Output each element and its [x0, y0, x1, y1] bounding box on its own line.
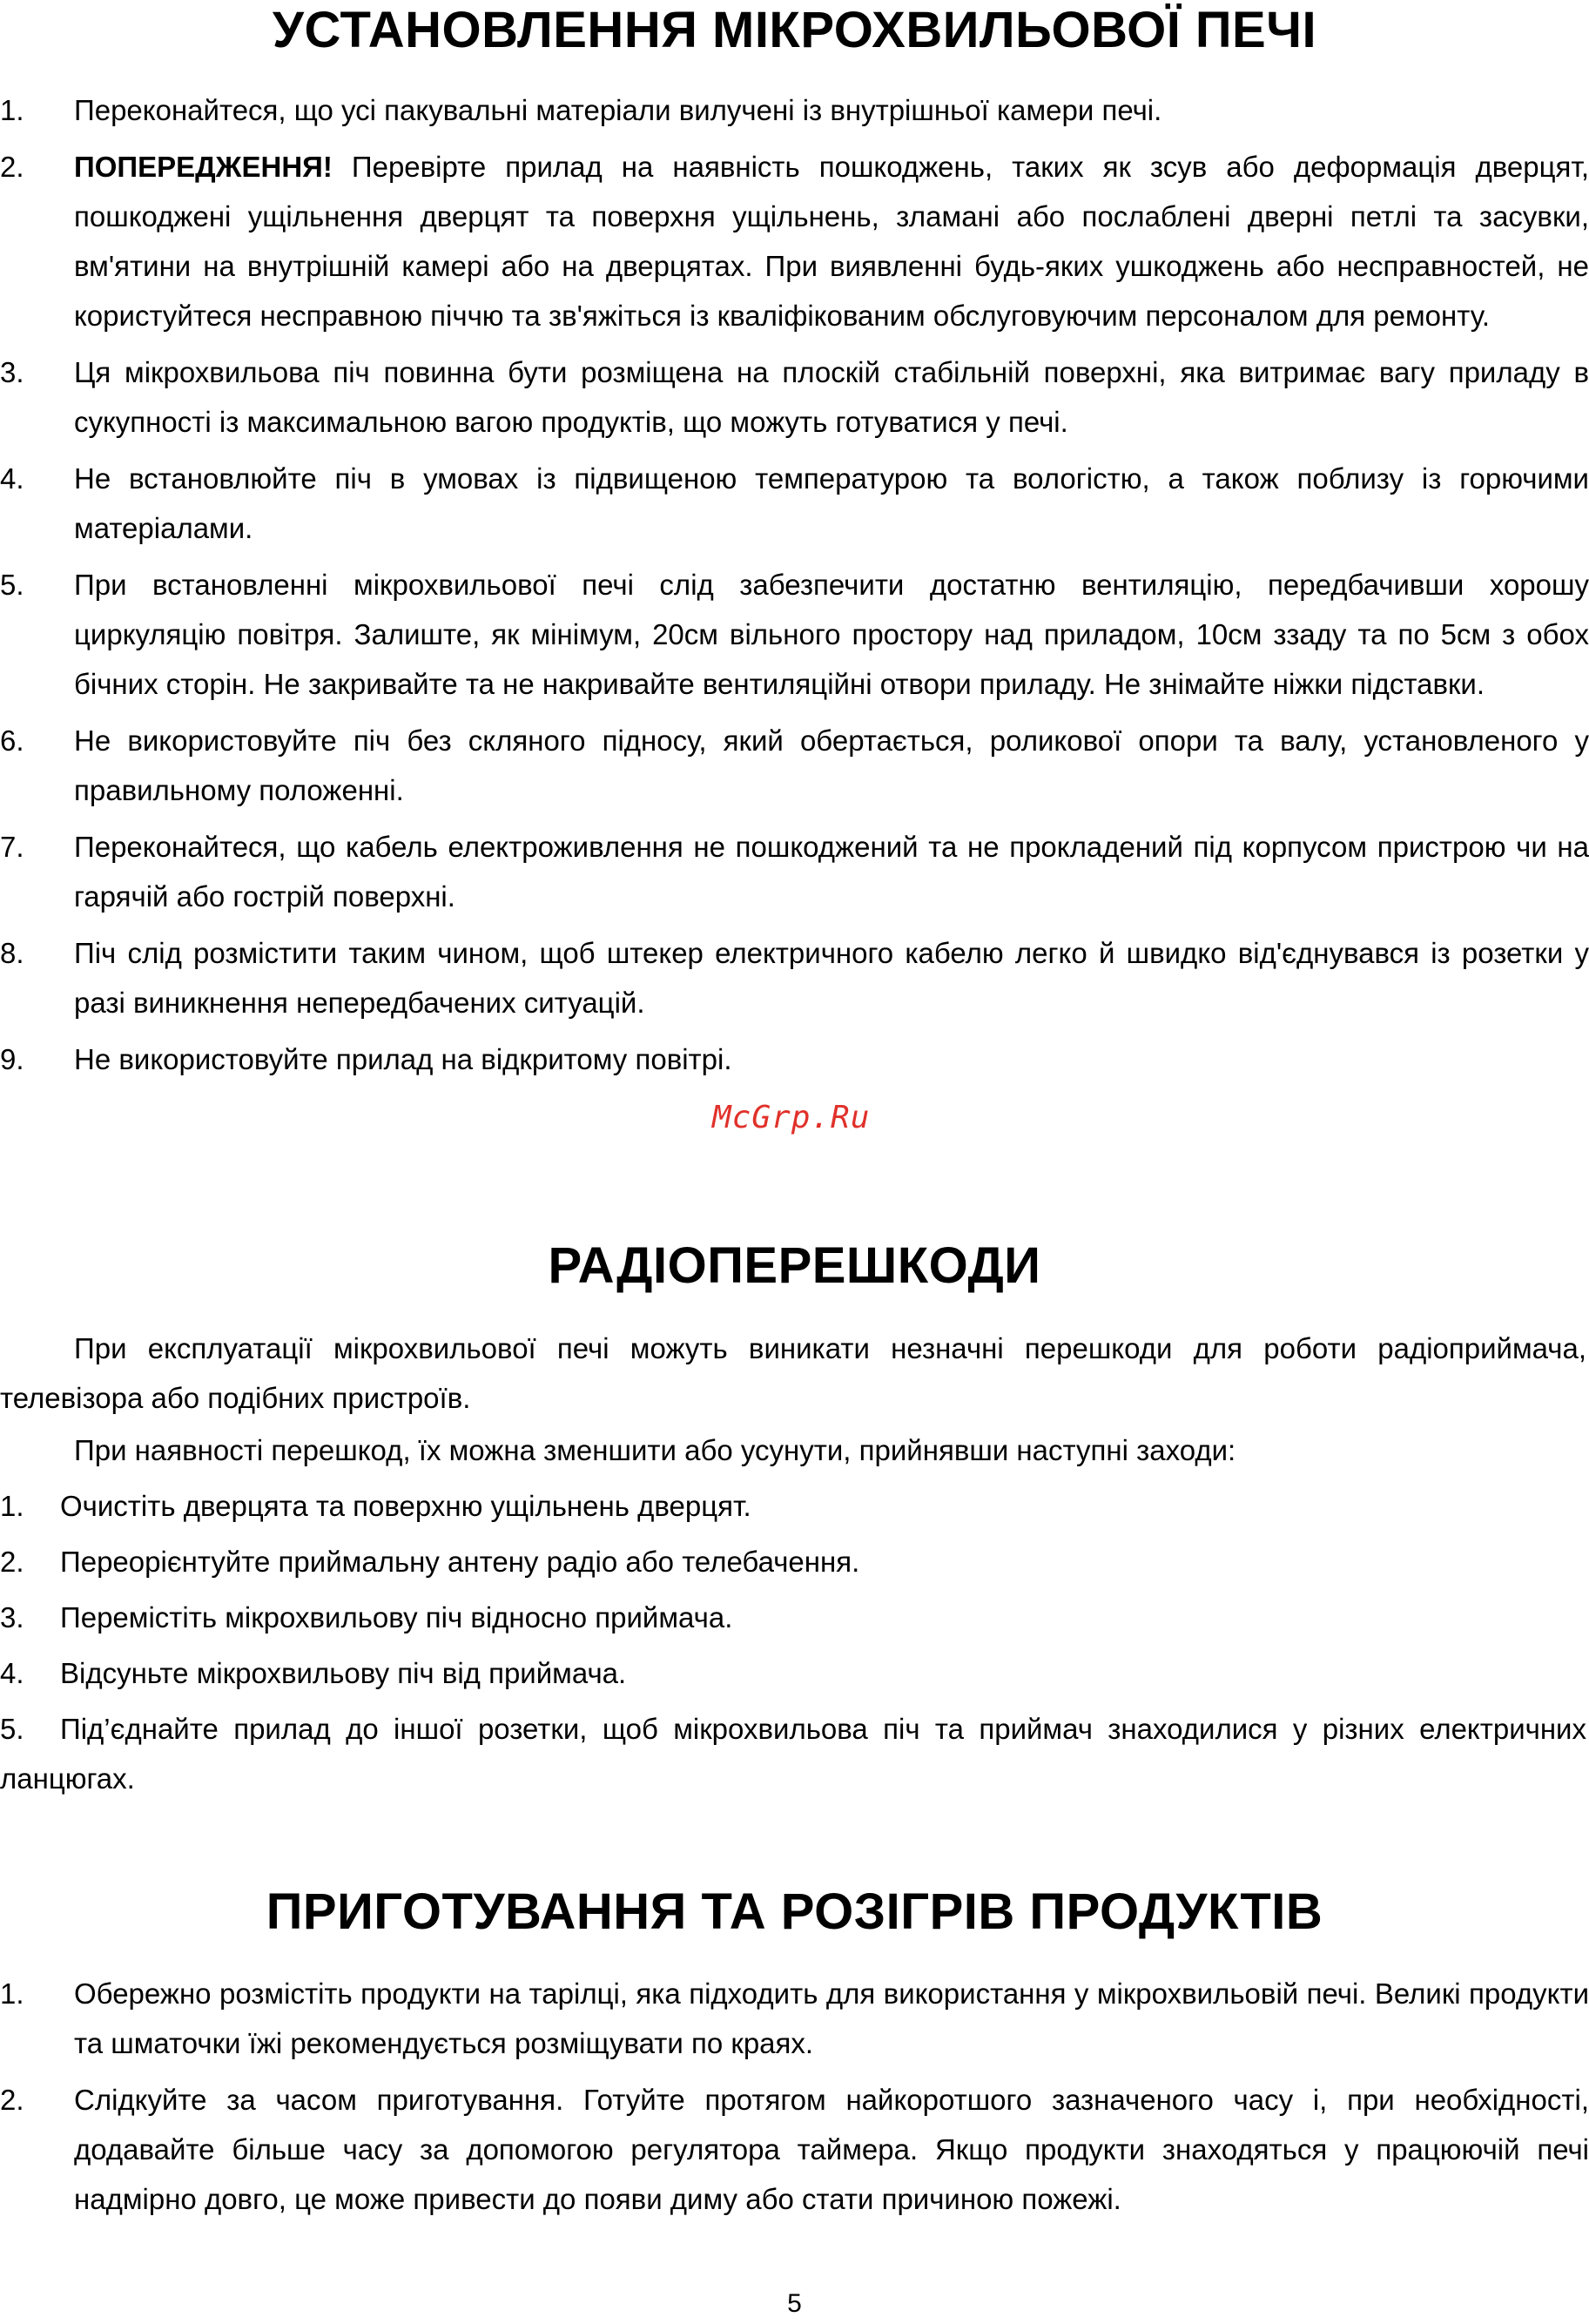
cooking-list — [0, 1969, 1589, 2231]
paragraph: При експлуатації мікрохвильової печі можуть виникати незначні перешкоди для роботи радіоприймача, телевізора або подібних пристроїв. — [0, 1332, 1586, 1414]
page-number: 5 — [787, 2289, 802, 2318]
item-text — [74, 142, 1589, 340]
item-text: Піч слід розмістити таким чином, щоб штекер електричного кабелю легко й швидко від'єднувався із розетки у разі виникнення непередбачених ситуацій. — [74, 937, 1589, 1019]
item-number: 6. — [0, 724, 24, 757]
item-text: Обережно розмістіть продукти на тарілці, яка підходить для використання у мікрохвильовій печі. Великі продукти та шматочки їжі рекомендується розміщувати по краях. — [74, 1977, 1589, 2059]
list-item — [0, 822, 1589, 921]
installation-list — [0, 85, 1589, 1091]
item-number: 4. — [0, 462, 24, 495]
list-item — [0, 716, 1589, 815]
list-item — [0, 1593, 1589, 1642]
item-text: При встановленні мікрохвильової печі слід забезпечити достатню вентиляцію, передбачивши хорошу циркуляцію повітря. Залиште, як мінімум, 20см вільного простору над приладом, 10см ззаду та по 5см з обох бічних сторін. Не закривайте та не накривайте вентиляційні отвори приладу. Не знімайте ніжки підставки. — [74, 569, 1589, 700]
item-text: Очистіть дверцята та поверхню ущільнень дверцят. — [60, 1490, 751, 1522]
item-text: Перемістіть мікрохвильову піч відносно приймача. — [60, 1601, 733, 1634]
list-item — [0, 928, 1589, 1027]
list-item — [0, 1034, 1589, 1084]
item-number: 4. — [0, 1657, 24, 1689]
item-text: Переконайтеся, що кабель електроживлення не пошкоджений та не прокладений під корпусом пристрою чи на гарячій або гострій поверхні. — [74, 831, 1589, 913]
item-text: Не використовуйте прилад на відкритому повітрі. — [74, 1043, 732, 1075]
item-number: 5. — [0, 1713, 24, 1745]
item-number: 9. — [0, 1043, 24, 1075]
item-number: 2. — [0, 2084, 24, 2116]
warning-label: ПОПЕРЕДЖЕННЯ! — [74, 151, 333, 183]
list-item — [0, 1648, 1589, 1698]
item-text: Слідкуйте за часом приготування. Готуйте протягом найкоротшого зазначеного часу і, при необхідності, додавайте більше часу за допомогою регулятора таймера. Якщо продукти знаходяться у працюючій печі надмірно довго, це може привести до появи диму або стати причиною пожежі. — [74, 2084, 1589, 2215]
list-item — [0, 1704, 1589, 1803]
item-text: Відсуньте мікрохвильову піч від приймача. — [60, 1657, 627, 1689]
paragraph: При наявності перешкод, їх можна зменшити або усунути, прийнявши наступні заходи: — [74, 1434, 1236, 1466]
list-item — [0, 1969, 1589, 2068]
interference-list — [0, 1481, 1589, 1810]
item-number: 2. — [0, 151, 24, 183]
watermark: McGrp.Ru — [712, 1100, 871, 1135]
warning-text: Перевірте прилад на наявність пошкоджень, таких як зсув або деформація дверцят, пошкоджені ущільнення дверцят та поверхня ущільнень, зламані або послаблені дверні петлі та засувки, вм'ятини на внутрішній камері або на дверцятах. При виявленні будь-яких ушкоджень або несправностей, не користуйтеся несправною піччю та зв'яжіться із кваліфікованим обслуговуючим персоналом для ремонту. — [74, 151, 1589, 332]
list-item — [0, 560, 1589, 709]
item-number: 7. — [0, 831, 24, 863]
item-number: 1. — [0, 1490, 24, 1522]
section-title-radio-interference: РАДІОПЕРЕШКОДИ — [548, 1237, 1041, 1294]
item-number: 1. — [0, 1977, 24, 2010]
list-item — [0, 1537, 1589, 1586]
item-text: Переконайтеся, що усі пакувальні матеріали вилучені із внутрішньої камери печі. — [74, 94, 1162, 126]
item-number: 1. — [0, 94, 24, 126]
item-text: Не використовуйте піч без скляного підносу, який обертається, роликової опори та валу, установленого у правильному положенні. — [74, 724, 1589, 806]
list-item — [0, 142, 1589, 340]
list-item — [0, 85, 1589, 135]
item-number: 8. — [0, 937, 24, 969]
list-item — [0, 454, 1589, 553]
item-text: Переорієнтуйте приймальну антену радіо або телебачення. — [60, 1546, 860, 1578]
item-number: 3. — [0, 1601, 24, 1634]
item-number: 3. — [0, 356, 24, 388]
item-number: 2. — [0, 1546, 24, 1578]
list-item — [0, 347, 1589, 447]
list-item — [0, 2075, 1589, 2224]
list-item — [0, 1481, 1589, 1531]
section-title-cooking: ПРИГОТУВАННЯ ТА РОЗІГРІВ ПРОДУКТІВ — [266, 1883, 1323, 1940]
item-text: Ця мікрохвильова піч повинна бути розміщена на плоскій стабільній поверхні, яка витримає вагу приладу в сукупності із максимальною вагою продуктів, що можуть готуватися у печі. — [74, 356, 1589, 438]
section-title-installation: УСТАНОВЛЕННЯ МІКРОХВИЛЬОВОЇ ПЕЧІ — [272, 2, 1317, 58]
item-text: Не встановлюйте піч в умовах із підвищеною температурою та вологістю, а також поблизу із горючими матеріалами. — [74, 462, 1589, 544]
item-number: 5. — [0, 569, 24, 601]
item-text: Під’єднайте прилад до іншої розетки, щоб мікрохвильова піч та приймач знаходилися у різних електричних ланцюгах. — [0, 1713, 1586, 1795]
